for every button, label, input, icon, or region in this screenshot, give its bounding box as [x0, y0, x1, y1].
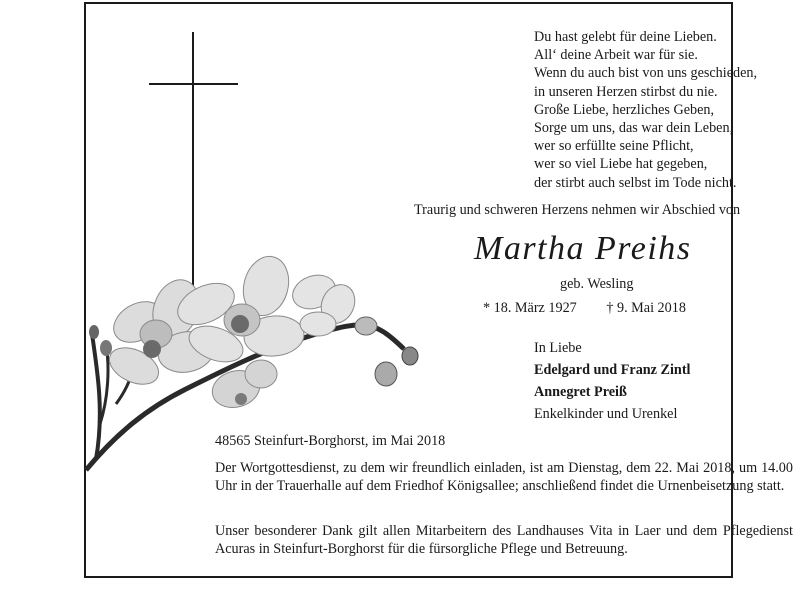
life-dates [483, 300, 712, 317]
cross-icon [149, 32, 238, 300]
in-love-label: In Liebe [534, 340, 582, 356]
mourner-names-2: Annegret Preiß [534, 384, 627, 400]
obituary-card [84, 2, 793, 578]
mourners [534, 337, 691, 425]
mourner-names-1: Edelgard und Franz Zintl [534, 362, 691, 378]
deceased-name: Martha Preihs [474, 230, 692, 267]
farewell-intro: Traurig und schweren Herzens nehmen wir Abschied von [414, 202, 741, 218]
poem-line: der stirbt auch selbst im Tode nicht. [534, 174, 737, 191]
poem [534, 28, 804, 192]
poem-line: All‘ deine Arbeit war für sie. [534, 47, 698, 64]
thanks-paragraph: Unser besonderer Dank gilt allen Mitarbeitern des Landhauses Vita in Laer und dem Pflegedienst Acuras in Steinfurt-Borghorst für die fürsorgliche Pflege und Betreuung. [215, 523, 793, 557]
place-date: 48565 Steinfurt-Borghorst, im Mai 2018 [215, 433, 446, 449]
birth-date: * 18. März 1927 [483, 300, 577, 316]
poem-line: Wenn du auch bist von uns geschieden, [534, 65, 758, 82]
death-date: † 9. Mai 2018 [606, 300, 686, 316]
poem-line: wer so erfüllte seine Pflicht, [534, 138, 694, 155]
poem-line: in unseren Herzen stirbst du nie. [534, 83, 718, 100]
service-paragraph: Der Wortgottesdienst, zu dem wir freundlich einladen, ist am Dienstag, dem 22. Mai 2018, um 14.00 Uhr in der Trauerhalle auf dem Friedhof Königsallee; anschließend findet die Urnenbeisetzung statt. [215, 460, 793, 494]
mourner-others: Enkelkinder und Urenkel [534, 406, 678, 422]
poem-line: Große Liebe, herzliches Geben, [534, 101, 715, 118]
poem-line: Du hast gelebt für deine Lieben. [534, 29, 717, 45]
poem-line: Sorge um uns, das war dein Leben, [534, 120, 734, 137]
maiden-name: geb. Wesling [560, 276, 634, 292]
poem-line: wer so viel Liebe hat gegeben, [534, 156, 708, 173]
